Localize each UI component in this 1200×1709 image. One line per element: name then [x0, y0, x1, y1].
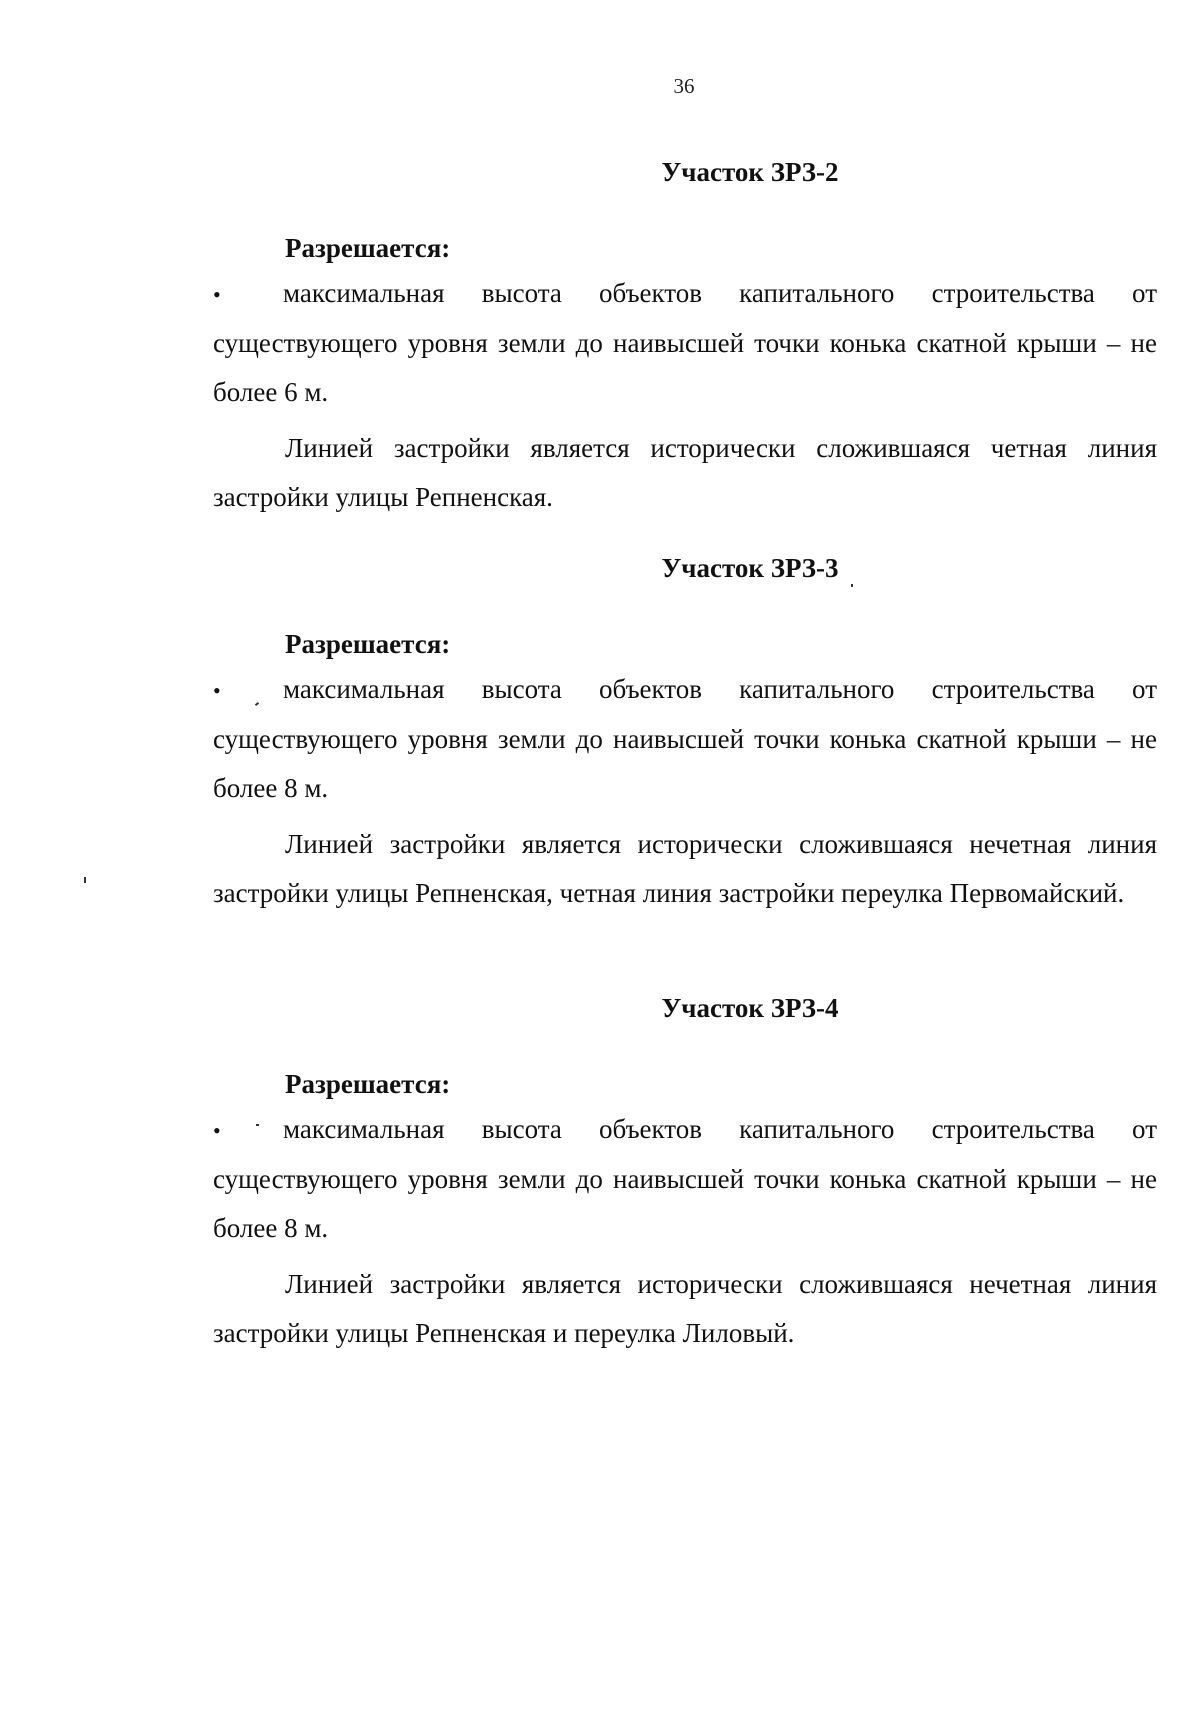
section-heading: Участок ЗРЗ-3: [661, 553, 839, 583]
allowed-label: Разрешается:: [285, 1069, 451, 1099]
allowed-label: Разрешается:: [285, 629, 451, 659]
building-line-paragraph: Линией застройки является исторически сложившаяся нечетная линия застройки улицы Репненская, четная линия застройки переулка Первомайский.: [213, 829, 1157, 908]
scan-speck: [256, 1124, 259, 1126]
bullet-icon: •: [213, 1118, 221, 1143]
building-line-paragraph: Линией застройки является исторически сложившаяся нечетная линия застройки улицы Репненская и переулка Лиловый.: [213, 1269, 1157, 1348]
section-zrz-4: [213, 992, 1157, 1348]
bullet-item: [213, 665, 1157, 813]
scan-speck: [851, 584, 853, 587]
bullet-item: [213, 269, 1157, 417]
section-zrz-2: [213, 156, 1157, 512]
bullet-item: [213, 1105, 1157, 1253]
building-line-paragraph: Линией застройки является исторически сложившаяся четная линия застройки улицы Репненская.: [213, 433, 1157, 512]
bullet-text: максимальная высота объектов капитального строительства от существующего уровня земли до наивысшей точки конька скатной крыши – не более 8 м.: [213, 1114, 1157, 1243]
section-zrz-3: [213, 552, 1157, 908]
scan-speck: [84, 877, 86, 883]
section-heading: Участок ЗРЗ-4: [661, 993, 839, 1023]
section-heading: Участок ЗРЗ-2: [661, 157, 839, 187]
bullet-text: максимальная высота объектов капитального строительства от существующего уровня земли до наивысшей точки конька скатной крыши – не более 6 м.: [213, 278, 1157, 407]
bullet-icon: •: [213, 282, 221, 307]
bullet-icon: •: [213, 678, 221, 703]
page-number: 36: [673, 74, 695, 98]
bullet-text: максимальная высота объектов капитального строительства от существующего уровня земли до наивысшей точки конька скатной крыши – не более 8 м.: [213, 674, 1157, 803]
allowed-label: Разрешается:: [285, 233, 451, 263]
